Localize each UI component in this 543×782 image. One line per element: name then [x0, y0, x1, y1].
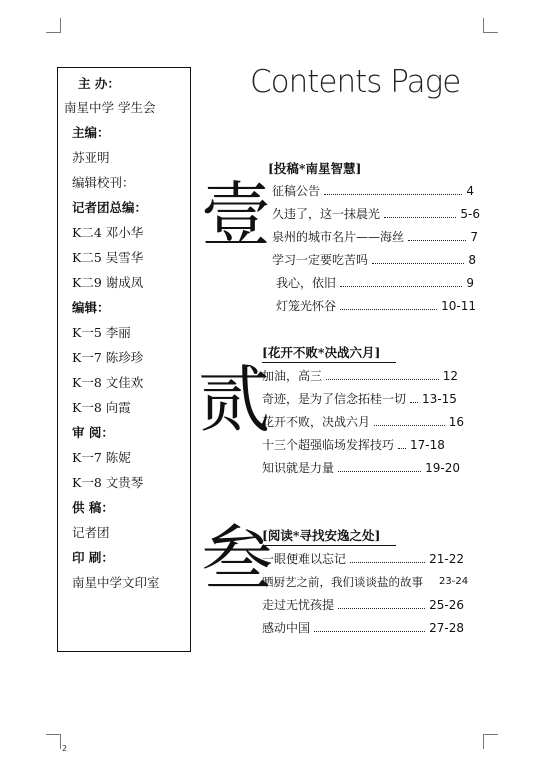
entry-page: 9 — [466, 276, 474, 290]
big-char-two: 贰 — [198, 358, 271, 442]
toc-entry[interactable] — [262, 460, 460, 476]
entry-title: 学习一定要吃苦吗 — [272, 253, 369, 267]
entry-page: 7 — [470, 230, 478, 244]
entry-title: 花开不败，决战六月 — [262, 415, 371, 429]
section-2 — [262, 345, 380, 367]
entry-page: 27-28 — [429, 621, 464, 635]
section-heading-text: [投稿*南星智慧] — [268, 161, 362, 176]
leader-dots — [338, 471, 421, 472]
editor-1: K一5 李丽 — [72, 325, 131, 340]
entry-title: 奇迹，是为了信念拓桂一切 — [262, 392, 407, 406]
editors-label: 编辑： — [72, 300, 110, 315]
section-heading — [268, 161, 361, 183]
entry-title: 泉州的城市名片——海丝 — [272, 230, 405, 244]
entry-page: 23-24 — [439, 576, 469, 587]
entry-title: 十三个超强临场发挥技巧 — [262, 438, 395, 452]
leader-dots — [374, 425, 445, 426]
printer: 南星中学文印室 — [72, 575, 160, 590]
toc-entry[interactable] — [272, 206, 480, 222]
toc-entry[interactable] — [272, 252, 476, 268]
big-char-three: 叁 — [201, 517, 274, 601]
leader-dots — [372, 263, 464, 264]
reporter-chief-3: K二9 谢成凤 — [72, 275, 144, 290]
entry-title: 知识就是力量 — [262, 461, 335, 475]
crop-mark-top-right — [483, 18, 498, 33]
entry-title: 感动中国 — [262, 621, 311, 635]
toc-entry[interactable] — [276, 275, 474, 291]
big-char-one: 壹 — [201, 174, 271, 256]
section-heading-text: [阅读*寻找安逸之处] — [262, 528, 381, 543]
sponsor-label: 主 办： — [78, 76, 120, 91]
entry-title: 征稿公告 — [272, 184, 321, 198]
toc-entry[interactable] — [272, 229, 478, 245]
toc-entry[interactable] — [262, 551, 464, 567]
section-1 — [268, 161, 361, 183]
entry-page: 13-15 — [422, 392, 457, 406]
entry-page: 5-6 — [460, 207, 480, 221]
masthead-box — [57, 67, 191, 652]
entry-title: 灯笼光怀谷 — [276, 299, 337, 313]
entry-title: 久违了，这一抹晨光 — [272, 207, 381, 221]
entry-title: 一眼便难以忘记 — [262, 552, 347, 566]
chief-editor: 苏亚明 — [72, 150, 110, 165]
leader-dots — [410, 402, 418, 403]
entry-page: 21-22 — [429, 552, 464, 566]
toc-entry[interactable] — [262, 597, 464, 613]
toc-entry[interactable] — [262, 574, 470, 590]
entry-page: 17-18 — [410, 438, 445, 452]
reviewer-2: K一8 文贵琴 — [72, 475, 144, 490]
contrib-label: 供 稿： — [72, 500, 114, 515]
entry-page: 4 — [466, 184, 474, 198]
toc-entry[interactable] — [262, 437, 458, 453]
crop-mark-bottom-left — [46, 734, 61, 749]
proofreader-label: 编辑校刊： — [72, 175, 135, 190]
entry-title: 加油，高三 — [262, 369, 323, 383]
reviewer-1: K一7 陈妮 — [72, 450, 131, 465]
entry-title: 我心，依旧 — [276, 276, 337, 290]
section-heading-text: [花开不败*决战六月] — [262, 345, 381, 360]
leader-dots — [326, 379, 439, 380]
entry-page: 12 — [442, 369, 458, 383]
toc-entry[interactable] — [276, 298, 476, 314]
section-heading — [262, 345, 380, 367]
entry-page: 8 — [468, 253, 476, 267]
print-label: 印 刷： — [72, 550, 114, 565]
editor-3: K一8 文佳欢 — [72, 375, 144, 390]
review-label: 审 阅： — [72, 425, 114, 440]
reporter-chief-2: K二5 吴雪华 — [72, 250, 144, 265]
leader-dots — [314, 631, 425, 632]
entry-page: 25-26 — [429, 598, 464, 612]
entry-title: 走过无忧孩提 — [262, 598, 335, 612]
page-title: Contents Page — [250, 64, 461, 100]
toc-entry[interactable] — [262, 620, 464, 636]
section-heading — [262, 528, 380, 550]
leader-dots — [384, 217, 456, 218]
crop-mark-top-left — [46, 18, 61, 33]
editor-4: K一8 向霞 — [72, 400, 131, 415]
entry-page: 16 — [448, 415, 464, 429]
reporter-chief-1: K二4 邓小华 — [72, 225, 144, 240]
leader-dots — [338, 608, 425, 609]
sponsor: 南星中学 学生会 — [64, 100, 156, 115]
editor-2: K一7 陈珍珍 — [72, 350, 144, 365]
entry-page: 19-20 — [425, 461, 460, 475]
leader-dots — [398, 448, 406, 449]
toc-entry[interactable] — [262, 368, 458, 384]
leader-dots — [340, 309, 437, 310]
leader-dots — [324, 194, 462, 195]
toc-entry[interactable] — [272, 183, 474, 199]
reporter-chief-label: 记者团总编： — [72, 200, 148, 215]
toc-entry[interactable] — [262, 414, 464, 430]
leader-dots — [340, 286, 462, 287]
leader-dots — [350, 562, 425, 563]
page-number: 2 — [62, 744, 68, 753]
section-3 — [262, 528, 380, 550]
chief-editor-label: 主编： — [72, 125, 110, 140]
toc-entry[interactable] — [262, 391, 462, 407]
entry-page: 10-11 — [441, 299, 476, 313]
contributor: 记者团 — [72, 525, 110, 540]
crop-mark-bottom-right — [483, 734, 498, 749]
section-3-rule — [262, 545, 396, 546]
section-2-rule — [262, 362, 396, 363]
entry-title: 晒厨艺之前，我们谈谈盐的故事 — [262, 575, 423, 589]
leader-dots — [408, 240, 466, 241]
